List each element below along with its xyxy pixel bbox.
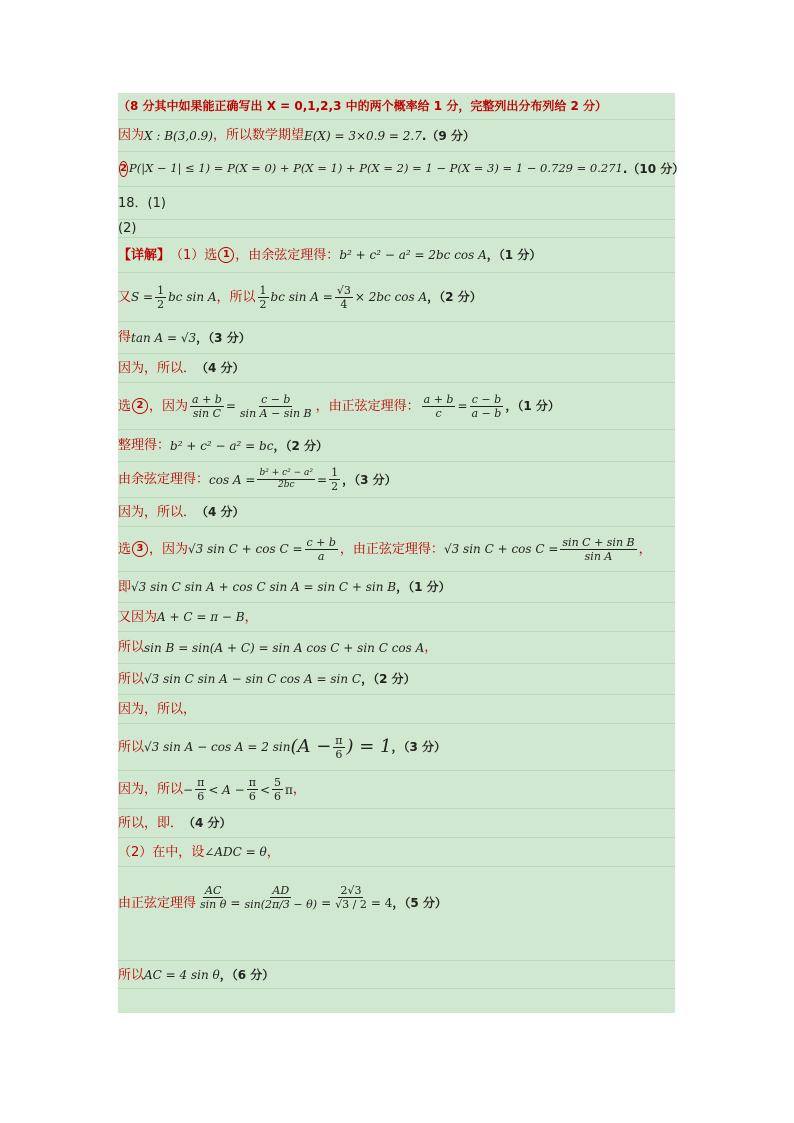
math: √3 sin C sin A − sin C cos A = sin C bbox=[144, 672, 362, 686]
score: ，（3 分） bbox=[391, 740, 447, 754]
score: ，（1 分） bbox=[396, 580, 451, 594]
math: bc sin A bbox=[168, 290, 217, 304]
math: tan A = √3 bbox=[131, 330, 197, 345]
text: ，由余弦定理得： bbox=[235, 247, 340, 263]
text: （1）选 bbox=[170, 247, 218, 263]
text: ，所以数学期望 bbox=[212, 128, 304, 143]
line-option-2 bbox=[118, 383, 675, 430]
text: ，由正弦定理得： bbox=[339, 541, 444, 557]
math: ) = 1 bbox=[346, 736, 392, 757]
text: 选 bbox=[118, 541, 132, 557]
math: √3 sin C + cos C = bbox=[188, 542, 303, 556]
math: − bbox=[183, 782, 194, 797]
text: 所以 bbox=[118, 640, 145, 655]
line-sine-law bbox=[118, 867, 675, 961]
score: ，（6 分） bbox=[219, 968, 275, 982]
score: ，（2 分） bbox=[361, 672, 416, 686]
score: ，（2 分） bbox=[273, 438, 328, 453]
answer-panel bbox=[118, 93, 685, 1013]
math: ∠ADC = θ bbox=[204, 845, 267, 859]
fraction: $\frac{\pi}{6}$ bbox=[197, 776, 205, 803]
score: （4 分） bbox=[196, 361, 245, 375]
math: S = bbox=[131, 290, 154, 304]
math: X : B(3,0.9) bbox=[144, 128, 213, 143]
math: P(|X − 1| ≤ 1) = P(X = 0) + P(X = 1) + P(X = 2) = 1 − P(X = 3) = 1 − 0.729 = 0.271 bbox=[128, 161, 623, 176]
line-question-18 bbox=[118, 187, 675, 220]
text: ，因为 bbox=[149, 541, 189, 557]
text: ， bbox=[292, 782, 306, 797]
line-expectation bbox=[118, 120, 675, 152]
math: = bbox=[317, 472, 328, 487]
text: 所以 bbox=[118, 671, 145, 687]
score: .（10 分） bbox=[622, 162, 685, 176]
line-area-formula bbox=[118, 273, 675, 322]
fraction: $\frac{1}{2}$ bbox=[259, 283, 267, 311]
line-auxiliary-angle bbox=[118, 724, 675, 771]
text: ，所以 bbox=[216, 289, 256, 305]
text: 由余弦定理得： bbox=[118, 472, 210, 487]
circled-number: 2 bbox=[119, 161, 128, 177]
line-part-2 bbox=[118, 220, 675, 238]
line-part-2-setup bbox=[118, 838, 675, 867]
text: ，因为 bbox=[149, 398, 189, 414]
line-scoring-note bbox=[118, 93, 675, 120]
circled-number: 2 bbox=[132, 398, 148, 414]
math: E(X) = 3×0.9 = 2.7 bbox=[303, 128, 422, 143]
fraction: $\frac{\text{b² + c² − a²}}{2bc}$ bbox=[259, 468, 313, 490]
math: = 4 bbox=[370, 896, 393, 910]
line-probability bbox=[118, 152, 685, 187]
math: = bbox=[321, 896, 332, 910]
fraction: $\frac{\pi}{6}$ bbox=[248, 776, 256, 803]
math: = bbox=[457, 399, 468, 413]
circled-number: 3 bbox=[132, 541, 148, 557]
text: 因为，所以． bbox=[118, 504, 197, 520]
math: √3 sin A − cos A = 2 sin bbox=[144, 740, 291, 754]
text: 因为 bbox=[118, 128, 145, 143]
text: ， bbox=[266, 844, 280, 860]
math: bc sin A = bbox=[270, 290, 333, 304]
fraction: $\frac{\text{sin C + sin B}}{\text{sin A}}$ bbox=[562, 535, 635, 563]
text: 所以 bbox=[118, 739, 145, 755]
line-conclusion-3 bbox=[118, 809, 675, 838]
math: A + C = π − B bbox=[157, 610, 245, 624]
text: 整理得： bbox=[118, 438, 171, 453]
text: 又 bbox=[118, 289, 132, 305]
score: （4 分） bbox=[196, 505, 245, 519]
math: b² + c² − a² = 2bc cos A bbox=[339, 248, 487, 262]
math: π bbox=[285, 782, 293, 797]
text: 所以，即． bbox=[118, 815, 184, 831]
text: 又因为 bbox=[118, 609, 158, 625]
detail-tag: 【详解】 bbox=[118, 247, 171, 263]
fraction: $\frac{c + b}{a}$ bbox=[306, 535, 336, 563]
math: (A − bbox=[290, 736, 332, 757]
line-option-3 bbox=[118, 527, 675, 572]
line-expand bbox=[118, 572, 675, 603]
math: √3 sin C + cos C = bbox=[443, 542, 559, 556]
line-angle-sum bbox=[118, 603, 675, 632]
line-range bbox=[118, 771, 675, 809]
fraction: $\frac{\pi}{6}$ bbox=[335, 733, 343, 761]
fraction: $\frac{1}{2}$ bbox=[157, 283, 165, 311]
fraction: $\frac{√3}{4}$ bbox=[336, 283, 351, 311]
score: ，（3 分） bbox=[196, 330, 251, 345]
fraction: $\frac{1}{2}$ bbox=[331, 466, 339, 493]
fraction: $\frac{c - b}{a - b}$ bbox=[471, 392, 502, 420]
text: 所以 bbox=[118, 967, 145, 983]
math: = bbox=[230, 896, 241, 910]
math: < bbox=[259, 782, 271, 797]
text: ， bbox=[424, 640, 438, 655]
text: 因为，所以 bbox=[118, 782, 184, 797]
math: cos A = bbox=[209, 472, 256, 487]
fraction: $\frac{AC}{\text{sin θ}}$ bbox=[200, 884, 227, 911]
score: （4 分） bbox=[183, 816, 232, 830]
line-conclusion-2 bbox=[118, 498, 675, 527]
text: （2）在中，设 bbox=[118, 844, 205, 860]
math: × 2bc cos A bbox=[354, 290, 428, 304]
score: ，（1 分） bbox=[486, 248, 542, 262]
score: ，（3 分） bbox=[342, 472, 397, 487]
line-simplify bbox=[118, 430, 675, 462]
line-ac bbox=[118, 962, 675, 989]
scoring-note: （8 分其中如果能正确写出 X = 0,1,2,3 中的两个概率给 1 分，完整列出分布列给 2 分） bbox=[118, 99, 608, 113]
text: 即 bbox=[118, 579, 132, 595]
text: 选 bbox=[118, 398, 132, 414]
text: ， bbox=[638, 541, 652, 557]
math: AC = 4 sin θ bbox=[144, 968, 220, 982]
line-because bbox=[118, 695, 675, 724]
fraction: $\frac{a + b}{c}$ bbox=[423, 392, 454, 420]
text: ，由正弦定理得： bbox=[315, 398, 420, 414]
math: = bbox=[225, 399, 236, 413]
math: sin B = sin(A + C) = sin A cos C + sin C cos A bbox=[144, 640, 425, 655]
line-cos-a bbox=[118, 462, 675, 498]
math: b² + c² − a² = bc bbox=[170, 438, 274, 453]
line-reduce bbox=[118, 664, 675, 695]
fraction: $\frac{c - b}{\text{sin A − sin B}}$ bbox=[239, 392, 312, 420]
text: 得 bbox=[118, 330, 132, 345]
math: √3 sin C sin A + cos C sin A = sin C + sin B bbox=[131, 580, 397, 594]
fraction: $\frac{a + b}{\text{sin C}}$ bbox=[192, 392, 222, 420]
fraction: $\frac{5}{6}$ bbox=[274, 776, 282, 803]
line-tan bbox=[118, 322, 675, 354]
line-detail-cosine bbox=[118, 238, 675, 273]
math: < A − bbox=[208, 782, 245, 797]
score: ，（2 分） bbox=[427, 290, 482, 304]
score: ，（1 分） bbox=[505, 399, 560, 413]
text: ， bbox=[244, 609, 258, 625]
line-sin-b bbox=[118, 632, 675, 664]
score: .（9 分） bbox=[421, 128, 475, 143]
circled-number: 1 bbox=[218, 247, 234, 263]
fraction: $\frac{AD}{\sin(2\pi/3 - \theta)}$ bbox=[244, 884, 318, 911]
text: 因为，所以． bbox=[118, 360, 197, 376]
text: 由正弦定理得 bbox=[118, 896, 197, 911]
part-label: (2) bbox=[118, 221, 137, 236]
line-conclusion-1 bbox=[118, 354, 675, 383]
fraction: $\frac{2√3}{√3 / 2}$ bbox=[335, 884, 367, 911]
score: ，（5 分） bbox=[392, 896, 447, 910]
question-number: 18．(1) bbox=[118, 195, 166, 211]
text: 因为，所以， bbox=[118, 701, 197, 717]
